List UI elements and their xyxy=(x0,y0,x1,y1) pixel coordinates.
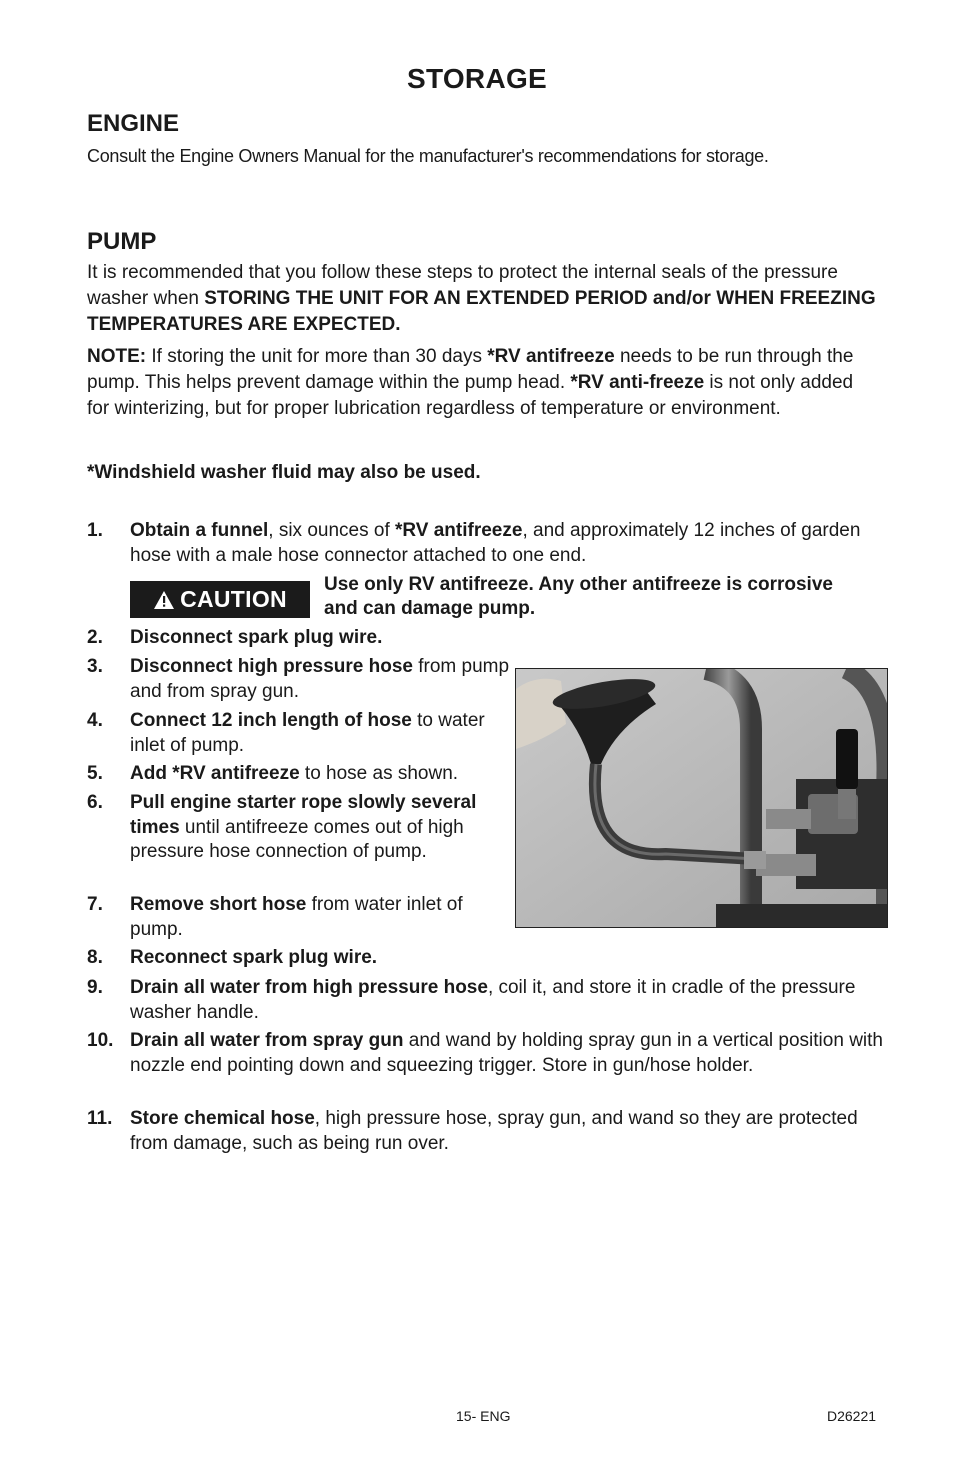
step-text: from pump and from spray gun. xyxy=(130,656,510,702)
step-11 xyxy=(87,1107,887,1156)
step-text-2: , and approximately 12 inches of garden hose with a male hose connector attached to one end. xyxy=(130,520,861,566)
pump-funnel-photo xyxy=(515,668,888,928)
note-label: NOTE: xyxy=(87,346,147,367)
step-bold: Add *RV antifreeze xyxy=(130,763,300,784)
step-bold: Reconnect spark plug wire. xyxy=(130,947,378,968)
windshield-note: *Windshield washer fluid may also be used. xyxy=(87,462,481,483)
page-title: STORAGE xyxy=(406,63,548,94)
step-bold-2: *RV antifreeze xyxy=(395,520,523,541)
step-number: 11. xyxy=(87,1108,113,1129)
step-number: 7. xyxy=(87,894,103,915)
step-bold: Disconnect high pressure hose xyxy=(130,656,413,677)
caution-badge xyxy=(130,581,310,618)
step-bold: Store chemical hose xyxy=(130,1108,315,1129)
step-number: 10. xyxy=(87,1030,114,1051)
step-number: 5. xyxy=(87,763,103,784)
step-text: and wand by holding spray gun in a vertical position with nozzle end pointing down and squeezing trigger. Store in gun/hose holder. xyxy=(130,1030,883,1076)
step-bold: Drain all water from high pressure hose xyxy=(130,977,488,998)
step-text: to hose as shown. xyxy=(299,763,459,784)
step-9 xyxy=(87,976,887,1025)
step-5 xyxy=(87,762,517,787)
step-7 xyxy=(87,893,507,942)
caution-text: Use only RV antifreeze. Any other antifreeze is corrosive and can damage pump. xyxy=(324,574,833,619)
step-text: , high pressure hose, spray gun, and wand so they are protected from damage, such as being run over. xyxy=(130,1108,858,1154)
step-bold: Connect 12 inch length of hose xyxy=(130,710,412,731)
step-number: 8. xyxy=(87,947,103,968)
step-8 xyxy=(87,946,507,971)
step-10 xyxy=(87,1029,887,1078)
step-number: 9. xyxy=(87,977,103,998)
note-text-3: is not only added for winterizing, but for proper lubrication regardless of temperature or environment. xyxy=(87,372,854,419)
step-text: , coil it, and store it in cradle of the pressure washer handle. xyxy=(130,977,856,1023)
note-text-2: needs to be run through the pump. This helps prevent damage within the pump head. xyxy=(87,346,854,393)
caution-label: CAUTION xyxy=(180,586,287,612)
step-text: to water inlet of pump. xyxy=(130,710,485,756)
funnel-hose-illustration xyxy=(516,669,888,928)
pump-intro-bold: STORING THE UNIT FOR AN EXTENDED PERIOD and/or WHEN FREEZING TEMPERATURES ARE EXPECTED. xyxy=(87,288,876,335)
step-bold: Pull engine starter rope slowly several times xyxy=(130,792,477,838)
pump-note xyxy=(87,344,877,422)
step-text: , six ounces of xyxy=(268,520,396,541)
engine-heading: ENGINE xyxy=(87,110,180,137)
step-bold: Disconnect spark plug wire. xyxy=(130,627,383,648)
document-code: D26221 xyxy=(827,1408,877,1424)
pump-heading: PUMP xyxy=(87,228,157,255)
warning-triangle-icon xyxy=(153,590,175,610)
engine-text: Consult the Engine Owners Manual for the manufacturer's recommendations for storage. xyxy=(87,146,769,166)
pump-intro xyxy=(87,260,887,338)
step-number: 4. xyxy=(87,710,103,731)
step-6 xyxy=(87,791,507,865)
step-number: 2. xyxy=(87,627,103,648)
step-3 xyxy=(87,655,517,704)
note-rv-antifreeze-2: *RV anti-freeze xyxy=(570,372,705,393)
step-bold: Obtain a funnel xyxy=(130,520,269,541)
note-text-1: If storing the unit for more than 30 days xyxy=(146,346,488,367)
step-text: from water inlet of pump. xyxy=(130,894,463,940)
step-bold: Remove short hose xyxy=(130,894,307,915)
note-rv-antifreeze-1: *RV antifreeze xyxy=(487,346,615,367)
step-text: until antifreeze comes out of high pressure hose connection of pump. xyxy=(130,816,464,862)
step-number: 6. xyxy=(87,792,103,813)
step-number: 1. xyxy=(87,520,103,541)
step-number: 3. xyxy=(87,656,103,677)
step-bold: Drain all water from spray gun xyxy=(130,1030,404,1051)
pump-intro-plain: It is recommended that you follow these steps to protect the internal seals of the pressure washer when xyxy=(87,262,838,309)
step-4 xyxy=(87,709,497,758)
step-2 xyxy=(87,626,507,651)
step-1 xyxy=(87,519,887,568)
page-number: 15- ENG xyxy=(456,1408,511,1424)
